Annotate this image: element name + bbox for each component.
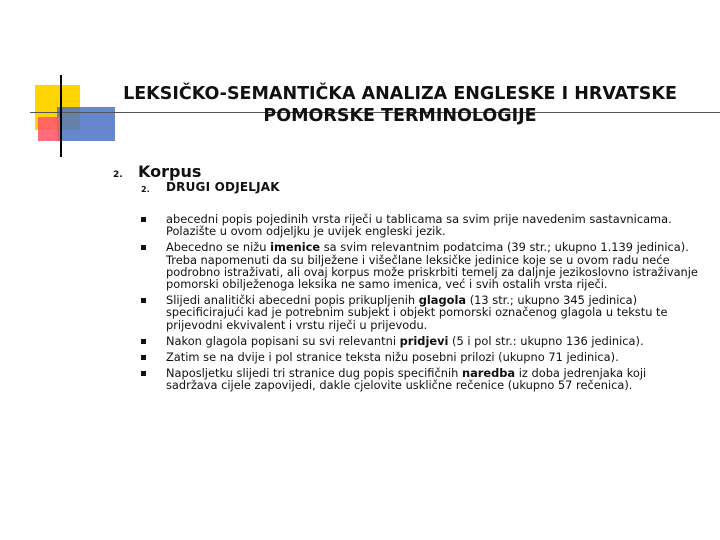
list-item	[138, 335, 698, 347]
highlight-term: naredba	[461, 366, 516, 381]
decor-vertical-rule	[60, 75, 62, 157]
list-item-text: (5 i pol str.: ukupno 136 jedinica).	[448, 333, 644, 348]
section-heading: Korpus	[138, 162, 202, 181]
square-bullet-icon	[141, 371, 146, 376]
list-item	[138, 367, 698, 391]
list-item-text: Abecedno se nižu	[166, 240, 271, 255]
list-item	[138, 213, 698, 237]
list-item-text: Naposljetku slijedi tri stranice dug popis specifičnih	[166, 366, 462, 381]
square-bullet-icon	[141, 217, 146, 222]
square-bullet-icon	[141, 355, 146, 360]
subsection-heading: DRUGI ODJELJAK	[166, 180, 280, 194]
list-item-text: iz doba jedrenjaka koji sadržava cijele zapovijedi, dakle cjelovite usklične rečenice (ukupno 57 rečenica).	[166, 366, 647, 393]
list-item	[138, 241, 698, 290]
list-item-text: Zatim se na dvije i pol stranice teksta nižu posebni prilozi (ukupno 71 jedinica).	[166, 350, 619, 365]
square-bullet-icon	[141, 245, 146, 250]
list-item	[138, 351, 698, 363]
list-item-text: sa svim relevantnim podatcima (39 str.; ukupno 1.139 jedinica). Treba napomenuti da su bilježene i višečlane leksičke jedinice koje se u ovom radu neće podrobno istraživati, ali ovaj korpus može priskrbiti temelj za daljnje jezikoslovno istraživanje pomorski obilježenoga leksika ne samo imenica, već i svih ostalih vrsta riječi.	[166, 240, 698, 292]
list-item-text: Nakon glagola popisani su svi relevantni	[166, 333, 400, 348]
highlight-term: imenice	[270, 240, 321, 255]
content-list	[138, 213, 698, 396]
section-number: 2.	[113, 170, 123, 180]
highlight-term: glagola	[418, 293, 467, 308]
list-item-text: Slijedi analitički abecedni popis prikupljenih	[166, 293, 419, 308]
list-item-text: (13 str.; ukupno 345 jedinica) specificirajući kad je potrebnim subjekt i objekt pomorski označenog glagola u tekstu te prijevodni ekvivalent i vrstu riječi u prijevodu.	[166, 293, 668, 332]
subsection-number: 2.	[141, 185, 150, 194]
list-item	[138, 294, 698, 331]
square-bullet-icon	[141, 339, 146, 344]
slide-title: LEKSIČKO-SEMANTIČKA ANALIZA ENGLESKE I HRVATSKE POMORSKE TERMINOLOGIJE	[123, 84, 677, 126]
square-bullet-icon	[141, 298, 146, 303]
list-item-text: abecedni popis pojedinih vrsta riječi u tablicama sa svim prije navedenim sastavnicama. Polazište u ovom odjeljku je uvijek engleski jezik.	[166, 212, 672, 239]
highlight-term: pridjevi	[399, 333, 449, 348]
decor-pink-overlay	[38, 117, 60, 141]
